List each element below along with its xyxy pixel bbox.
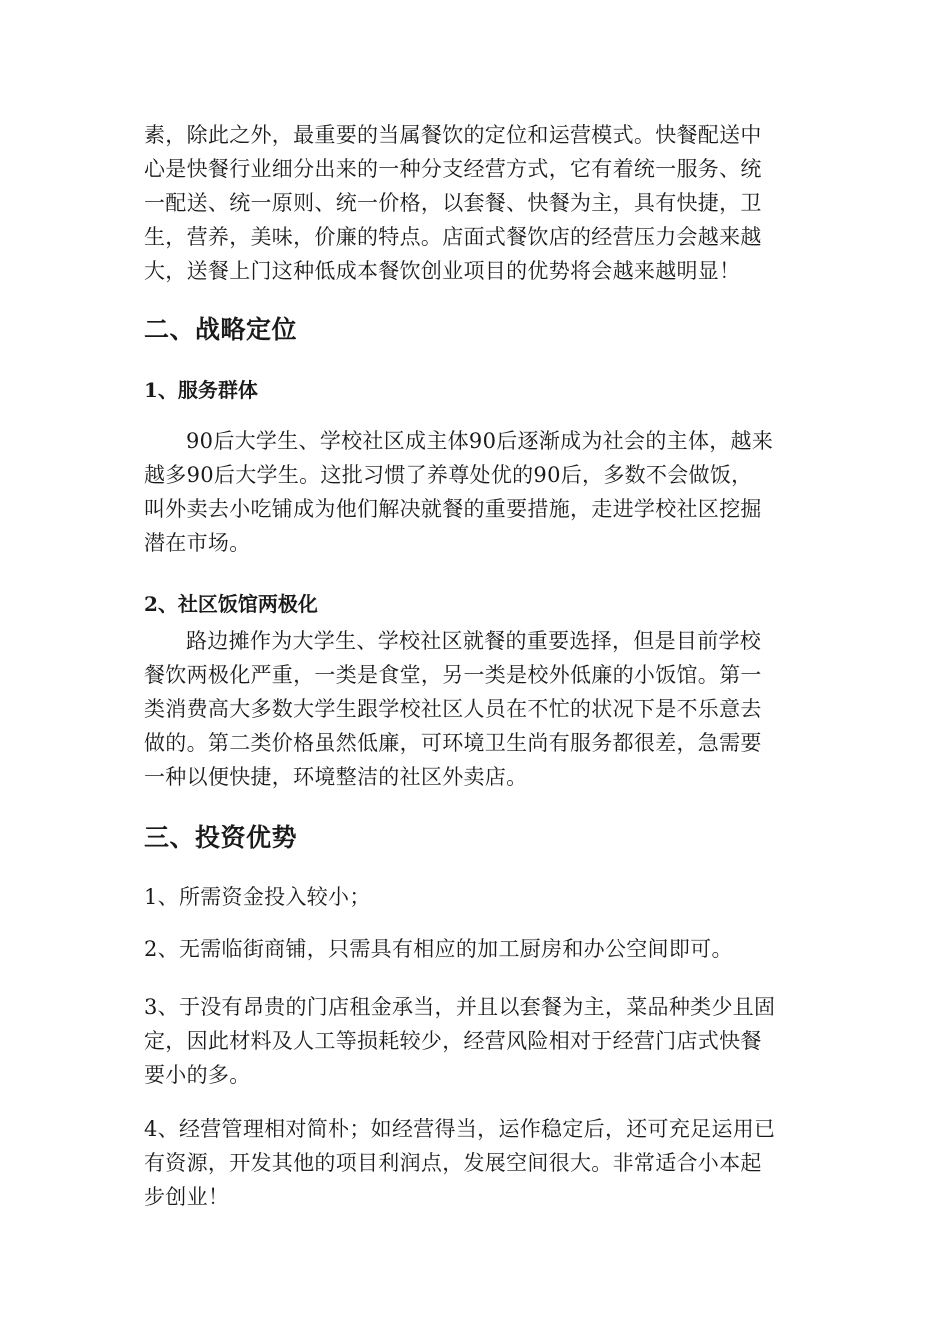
paragraph-line: 叫外卖去小吃铺成为他们解决就餐的重要措施，走进学校社区挖掘 — [144, 497, 762, 521]
paragraph-line: 类消费高大多数大学生跟学校社区人员在不忙的状况下是不乐意去 — [144, 697, 762, 721]
investment-item — [144, 990, 810, 1092]
item-line: 3、于没有昂贵的门店租金承当，并且以套餐为主，菜品种类少且固 — [144, 995, 776, 1019]
section-heading-investment: 三、投资优势 — [144, 823, 298, 852]
intro-line: 素，除此之外，最重要的当属餐饮的定位和运营模式。快餐配送中 — [144, 123, 762, 147]
item-line: 步创业！ — [144, 1185, 230, 1209]
investment-item — [144, 1112, 810, 1214]
service-group-paragraph — [144, 424, 810, 560]
section-heading-strategy: 二、战略定位 — [144, 315, 298, 344]
item-line: 定，因此材料及人工等损耗较少，经营风险相对于经营门店式快餐 — [144, 1029, 762, 1053]
item-line: 有资源，开发其他的项目利润点，发展空间很大。非常适合小本起 — [144, 1151, 762, 1175]
subheading-service-group: 1、服务群体 — [144, 378, 258, 402]
investment-item — [144, 880, 810, 914]
paragraph-line: 越多90后大学生。这批习惯了养尊处优的90后，多数不会做饭， — [144, 463, 753, 487]
paragraph-line: 做的。第二类价格虽然低廉，可环境卫生尚有服务都很差，急需要 — [144, 731, 762, 755]
intro-line: 心是快餐行业细分出来的一种分支经营方式，它有着统一服务、统 — [144, 157, 762, 181]
intro-line: 大，送餐上门这种低成本餐饮创业项目的优势将会越来越明显！ — [144, 259, 741, 283]
paragraph-line: 路边摊作为大学生、学校社区就餐的重要选择，但是目前学校 — [186, 629, 762, 653]
item-line: 1、所需资金投入较小； — [144, 885, 371, 909]
item-line: 4、经营管理相对简朴；如经营得当，运作稳定后，还可充足运用已 — [144, 1117, 776, 1141]
polarization-paragraph — [144, 624, 810, 794]
paragraph-line: 餐饮两极化严重，一类是食堂，另一类是校外低廉的小饭馆。第一 — [144, 663, 762, 687]
item-line: 要小的多。 — [144, 1063, 251, 1087]
investment-item — [144, 932, 810, 966]
subheading-polarization: 2、社区饭馆两极化 — [144, 592, 318, 616]
intro-line: 一配送、统一原则、统一价格，以套餐、快餐为主，具有快捷，卫 — [144, 191, 762, 215]
item-line: 2、无需临街商铺，只需具有相应的加工厨房和办公空间即可。 — [144, 937, 733, 961]
paragraph-line: 一种以便快捷，环境整洁的社区外卖店。 — [144, 765, 528, 789]
paragraph-line: 潜在市场。 — [144, 531, 251, 555]
intro-line: 生，营养，美味，价廉的特点。店面式餐饮店的经营压力会越来越 — [144, 225, 762, 249]
paragraph-line: 90后大学生、学校社区成主体90后逐渐成为社会的主体，越来 — [186, 429, 774, 453]
intro-paragraph — [144, 118, 810, 288]
